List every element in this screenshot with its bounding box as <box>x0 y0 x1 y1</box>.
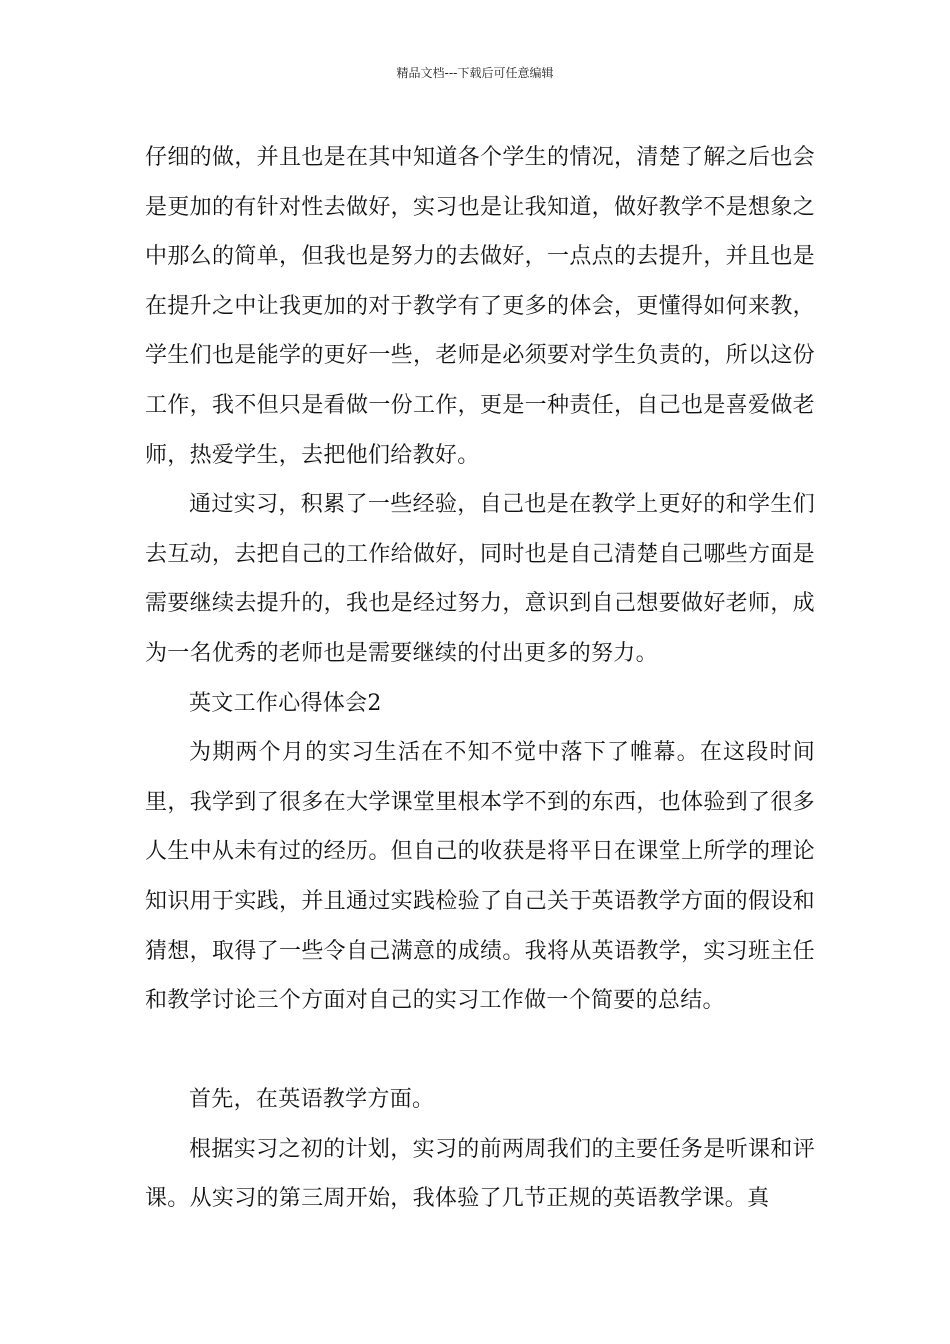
page-header: 精品文档---下载后可任意编辑 <box>396 66 554 80</box>
blank-line <box>145 1026 815 1076</box>
paragraph-internship-summary: 为期两个月的实习生活在不知不觉中落下了帷幕。在这段时间里，我学到了很多在大学课堂里根本学不到的东西，也体验到了很多人生中从未有过的经历。但自己的收获是将平日在课堂上所学的理论知识用于实践，并且通过实践检验了自己关于英语教学方面的假设和猜想，取得了一些令自己满意的成绩。我将从英语教学，实习班主任和教学讨论三个方面对自己的实习工作做一个简要的总结。 <box>145 740 815 1014</box>
paragraph-english-teaching: 首先，在英语教学方面。 <box>189 1087 435 1113</box>
paragraph-teaching-plan: 根据实习之初的计划，实习的前两周我们的主要任务是听课和评课。从实习的第三周开始，我体验了几节正规的英语教学课。真 <box>145 1136 815 1212</box>
document-body <box>145 133 815 1224</box>
paragraph-internship-experience: 通过实习，积累了一些经验，自己也是在教学上更好的和学生们去互动，去把自己的工作给做好，同时也是自己清楚自己哪些方面是需要继续去提升的，我也是经过努力，意识到自己想要做好老师，成为一名优秀的老师也是需要继续的付出更多的努力。 <box>145 492 815 666</box>
paragraph-continuation: 仔细的做，并且也是在其中知道各个学生的情况，清楚了解之后也会是更加的有针对性去做好，实习也是让我知道，做好教学不是想象之中那么的简单，但我也是努力的去做好，一点点的去提升，并且也是在提升之中让我更加的对于教学有了更多的体会，更懂得如何来教，学生们也是能学的更好一些，老师是必须要对学生负责的，所以这份工作，我不但只是看做一份工作，更是一种责任，自己也是喜爱做老师，热爱学生，去把他们给教好。 <box>145 145 815 468</box>
section-heading: 英文工作心得体会2 <box>189 690 382 716</box>
